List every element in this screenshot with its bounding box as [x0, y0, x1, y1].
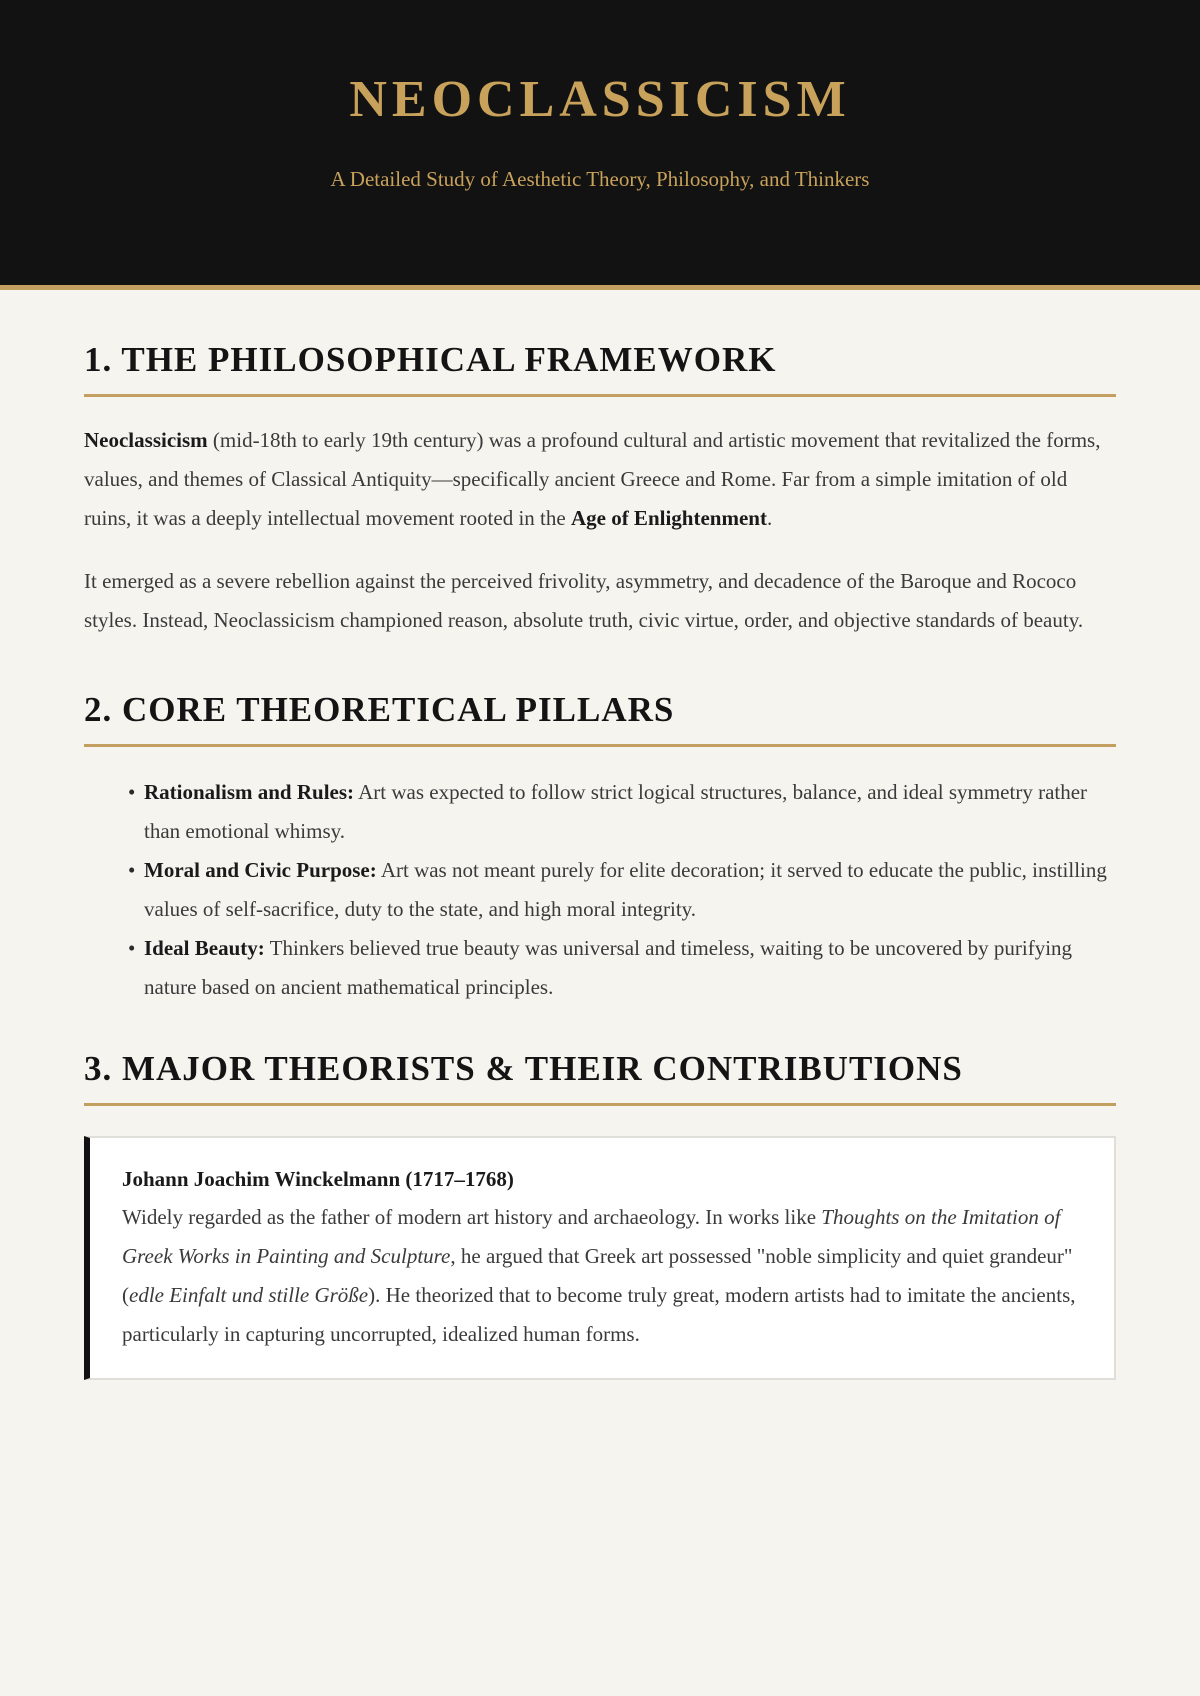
main-content	[0, 338, 1200, 1380]
paragraph-end: .	[766, 506, 773, 530]
list-item	[128, 773, 1116, 851]
section-major-theorists	[84, 1047, 1116, 1380]
theorist-description	[122, 1198, 1084, 1354]
page-header	[0, 0, 1200, 290]
term-age-of-enlightenment: Age of Enlightenment	[570, 506, 767, 530]
pillar-label: Rationalism and Rules:	[144, 780, 355, 804]
bullet-icon: •	[128, 858, 136, 882]
term-neoclassicism: Neoclassicism	[84, 428, 208, 452]
pillar-text: Art was expected to follow strict logical structures, balance, and ideal symmetry rather than emotional whimsy.	[144, 780, 1088, 843]
section-core-pillars	[84, 688, 1116, 1007]
section-philosophical-framework	[84, 338, 1116, 640]
paragraph-text: (mid-18th to early 19th century) was a profound cultural and artistic movement that revitalized the forms, values, and themes of Classical Antiquity—specifically ancient Greece and Rome. Far from a simple imitation of old ruins, it was a deeply intellectual movement rooted in the	[84, 428, 1101, 530]
section-title: 2. CORE THEORETICAL PILLARS	[84, 688, 1116, 747]
theorist-text: , he argued that Greek art possessed "noble simplicity and quiet grandeur" (	[122, 1244, 1073, 1307]
list-item	[128, 929, 1116, 1007]
page-title: NEOCLASSICISM	[349, 71, 851, 128]
bullet-icon: •	[128, 936, 136, 960]
list-item	[128, 851, 1116, 929]
theorist-name: Johann Joachim Winckelmann (1717–1768)	[122, 1167, 514, 1191]
german-quote: edle Einfalt und stille Größe	[129, 1283, 369, 1307]
theorist-text: ). He theorized that to become truly great, modern artists had to imitate the ancients, particularly in capturing uncorrupted, idealized human forms.	[122, 1283, 1076, 1346]
pillars-list	[84, 773, 1116, 1007]
pillar-text: Thinkers believed true beauty was universal and timeless, waiting to be uncovered by purifying nature based on ancient mathematical principles.	[144, 936, 1073, 999]
page-subtitle: A Detailed Study of Aesthetic Theory, Philosophy, and Thinkers	[330, 167, 870, 191]
theorist-card	[84, 1136, 1116, 1380]
section-title: 1. THE PHILOSOPHICAL FRAMEWORK	[84, 338, 1116, 397]
framework-paragraph	[84, 421, 1116, 538]
pillar-label: Moral and Civic Purpose:	[144, 858, 377, 882]
pillar-label: Ideal Beauty:	[144, 936, 265, 960]
pillar-text: Art was not meant purely for elite decoration; it served to educate the public, instilling values of self-sacrifice, duty to the state, and high moral integrity.	[144, 858, 1107, 921]
work-title: Thoughts on the Imitation of Greek Works in Painting and Sculpture	[122, 1205, 1061, 1268]
section-title: 3. MAJOR THEORISTS & THEIR CONTRIBUTIONS	[84, 1047, 1116, 1106]
theorist-text: Widely regarded as the father of modern art history and archaeology. In works like	[122, 1205, 822, 1229]
bullet-icon: •	[128, 780, 136, 804]
rebellion-paragraph: It emerged as a severe rebellion against the perceived frivolity, asymmetry, and decadence of the Baroque and Rococo styles. Instead, Neoclassicism championed reason, absolute truth, civic virtue, order, and objective standards of beauty.	[84, 569, 1084, 632]
